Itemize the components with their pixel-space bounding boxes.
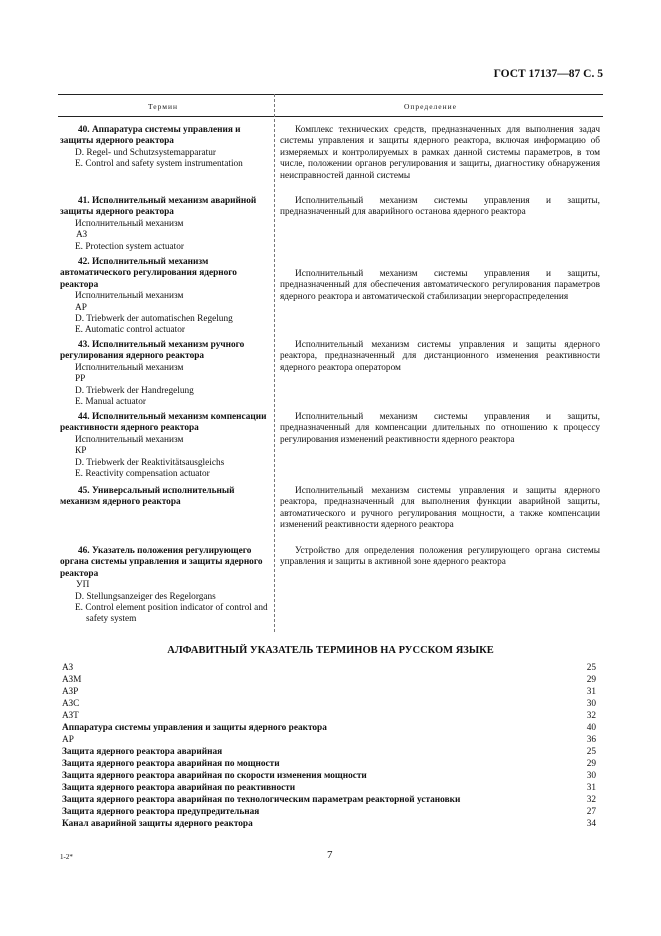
index-term: АЗМ: [62, 675, 82, 685]
table-top-rule: [58, 94, 603, 95]
term-line: E. Control and safety system instrumentation: [75, 159, 243, 170]
index-number: 32: [586, 795, 596, 805]
term-entry-41: [60, 196, 270, 253]
index-term: АР: [62, 735, 74, 745]
index-title: АЛФАВИТНЫЙ УКАЗАТЕЛЬ ТЕРМИНОВ НА РУССКОМ ЯЗЫКЕ: [167, 645, 494, 656]
definition-40: Комплекс технических средств, предназначенных для выполнения задач системы управления и защиты ядерного реактора, включая информацию об измеряемых и контролируемых в рамках данной системы параметров, в том числе, положении органов регулирования и защиты, диагностику обнаружения неисправностей данной системы: [280, 125, 600, 181]
term-line: E. Manual actuator: [75, 397, 146, 408]
index-term: АЗС: [62, 699, 80, 709]
term-line: E. Protection system actuator: [75, 241, 184, 252]
term-abbreviation: УП: [76, 580, 90, 591]
definition-44: Исполнительный механизм системы управления и защиты, предназначенный для компенсации длительных по отношению к процессу регулирования изменений реактивности ядерного реактора: [280, 412, 600, 445]
index-number: 30: [586, 771, 596, 781]
term-title: 43. Исполнительный механизм ручного регулирования ядерного реактора: [60, 340, 245, 362]
term-line: E. Control element position indicator of control and safety system: [75, 603, 268, 625]
term-line: D. Triebwerk der Reaktivitätsausgleichs: [75, 457, 225, 468]
index-term: Защита ядерного реактора аварийная по скорости изменения мощности: [62, 771, 367, 781]
definition-41: Исполнительный механизм системы управления и защиты, предназначенный для аварийного останова ядерного реактора: [280, 196, 600, 218]
index-term: Защита ядерного реактора аварийная по мощности: [62, 759, 280, 769]
term-title: 41. Исполнительный механизм аварийной защиты ядерного реактора: [60, 196, 257, 218]
index-term: Канал аварийной защиты ядерного реактора: [62, 819, 253, 829]
index-number: 40: [586, 723, 596, 733]
footer-signature-mark: 1-2*: [60, 853, 73, 861]
document-header: ГОСТ 17137—87 С. 5: [493, 68, 603, 80]
definition-43: Исполнительный механизм системы управления и защиты ядерного реактора, предназначенный для дистанционного изменения реактивности ядерного реактора оператором: [280, 340, 600, 373]
page-number: 7: [327, 849, 333, 861]
index-number: 31: [586, 687, 596, 697]
term-line: D. Triebwerk der Handregelung: [75, 385, 194, 396]
term-entry-46: [60, 546, 270, 626]
term-line: E. Reactivity compensation actuator: [75, 469, 210, 480]
index-term: АЗ: [62, 663, 74, 673]
index-number: 25: [586, 663, 596, 673]
term-entry-40: [60, 125, 270, 171]
term-abbreviation: РР: [75, 374, 86, 385]
term-entry-42: [60, 257, 270, 337]
term-title: 46. Указатель положения регулирующего органа системы управления и защиты ядерного реактора: [60, 546, 263, 579]
term-abbreviation: АЗ: [76, 230, 88, 241]
index-term: Защита ядерного реактора аварийная: [62, 747, 223, 757]
term-title: 44. Исполнительный механизм компенсации реактивности ядерного реактора: [60, 412, 267, 434]
term-entry-43: [60, 340, 270, 408]
index-term: АЗР: [62, 687, 79, 697]
column-header-term: Термин: [148, 102, 179, 111]
index-term: Защита ядерного реактора аварийная по реактивности: [62, 783, 296, 793]
index-number: 31: [586, 783, 596, 793]
term-line: D. Triebwerk der automatischen Regelung: [75, 314, 233, 325]
column-header-definition: Определение: [404, 102, 457, 111]
index-number: 34: [586, 819, 596, 829]
index-number: 29: [586, 759, 596, 769]
definition-42: Исполнительный механизм системы управления и защиты, предназначенный для обеспечения автоматического регулирования параметров ядерного реактора и автоматической стабилизации энергораспределения: [280, 269, 600, 302]
index-number: 36: [586, 735, 596, 745]
term-title: 42. Исполнительный механизм автоматического регулирования ядерного реактора: [60, 257, 237, 290]
term-title: 40. Аппаратура системы управления и защиты ядерного реактора: [60, 125, 241, 147]
term-line: Исполнительный механизм: [75, 362, 184, 373]
term-entry-44: [60, 412, 270, 480]
term-abbreviation: КР: [75, 446, 87, 457]
term-line: Исполнительный механизм: [75, 218, 184, 229]
index-number: 32: [586, 711, 596, 721]
index-term: АЗТ: [62, 711, 79, 721]
table-header-rule: [58, 116, 603, 117]
term-line: Исполнительный механизм: [75, 291, 184, 302]
term-entry-45: [60, 486, 270, 509]
index-number: 25: [586, 747, 596, 757]
index-number: 29: [586, 675, 596, 685]
term-title: 45. Универсальный исполнительный механизм ядерного реактора: [60, 486, 235, 508]
column-divider: [274, 94, 275, 632]
term-abbreviation: АР: [75, 302, 87, 313]
index-term: Защита ядерного реактора предупредительная: [62, 807, 260, 817]
term-line: D. Stellungsanzeiger des Regelorgans: [75, 591, 216, 602]
definition-45: Исполнительный механизм системы управления и защиты ядерного реактора, предназначенный для выполнения функции аварийной защиты, автоматического и ручного регулирования мощности, а также компенсации изменений реактивности ядерного реактора: [280, 486, 600, 531]
index-number: 30: [586, 699, 596, 709]
term-line: D. Regel- und Schutzsystemapparatur: [75, 147, 216, 158]
term-line: Исполнительный механизм: [75, 434, 184, 445]
index-number: 27: [586, 807, 596, 817]
definition-46: Устройство для определения положения регулирующего органа системы управления и защиты в активной зоне ядерного реактора: [280, 546, 600, 568]
index-term: Аппаратура системы управления и защиты ядерного реактора: [62, 723, 327, 733]
index-term: Защита ядерного реактора аварийная по технологическим параметрам реакторной установки: [62, 795, 461, 805]
term-line: E. Automatic control actuator: [75, 325, 185, 336]
